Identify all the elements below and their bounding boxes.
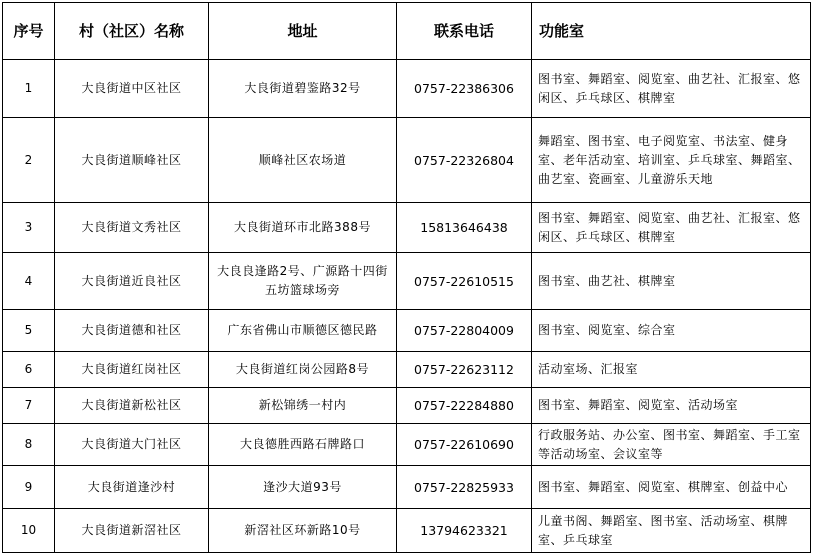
row-rooms: 舞蹈室、图书室、电子阅览室、书法室、健身室、老年活动室、培训室、乒乓球室、舞蹈室、曲艺室、瓷画室、儿童游乐天地 — [532, 118, 811, 203]
row-name: 大良街道顺峰社区 — [55, 118, 209, 203]
row-phone: 0757-22623112 — [397, 352, 532, 388]
row-name: 大良街道近良社区 — [55, 253, 209, 310]
row-name: 大良街道德和社区 — [55, 310, 209, 352]
header-phone: 联系电话 — [397, 3, 532, 60]
table-row — [3, 203, 811, 253]
row-name: 大良街道新滘社区 — [55, 509, 209, 553]
row-address: 大良街道碧鉴路32号 — [209, 60, 397, 118]
row-address: 大良街道红岗公园路8号 — [209, 352, 397, 388]
row-no: 8 — [3, 424, 55, 466]
row-address: 新滘社区环新路10号 — [209, 509, 397, 553]
row-phone: 0757-22610515 — [397, 253, 532, 310]
row-address: 大良良逢路2号、广源路十四街五坊篮球场旁 — [209, 253, 397, 310]
row-phone: 13794623321 — [397, 509, 532, 553]
row-rooms: 图书室、曲艺社、棋牌室 — [532, 253, 811, 310]
row-no: 9 — [3, 466, 55, 509]
row-rooms: 行政服务站、办公室、图书室、舞蹈室、手工室等活动场室、会议室等 — [532, 424, 811, 466]
row-rooms: 图书室、阅览室、综合室 — [532, 310, 811, 352]
table-row — [3, 352, 811, 388]
row-phone: 0757-22825933 — [397, 466, 532, 509]
row-name: 大良街道中区社区 — [55, 60, 209, 118]
row-name: 大良街道新松社区 — [55, 388, 209, 424]
row-rooms: 图书室、舞蹈室、阅览室、曲艺社、汇报室、悠闲区、乒乓球区、棋牌室 — [532, 60, 811, 118]
row-no: 6 — [3, 352, 55, 388]
table-row — [3, 424, 811, 466]
row-rooms: 图书室、舞蹈室、阅览室、活动场室 — [532, 388, 811, 424]
table-row — [3, 253, 811, 310]
row-no: 5 — [3, 310, 55, 352]
header-name: 村（社区）名称 — [55, 3, 209, 60]
row-no: 1 — [3, 60, 55, 118]
header-no: 序号 — [3, 3, 55, 60]
row-address: 大良街道环市北路388号 — [209, 203, 397, 253]
row-name: 大良街道红岗社区 — [55, 352, 209, 388]
row-rooms: 活动室场、汇报室 — [532, 352, 811, 388]
row-address: 广东省佛山市顺德区德民路 — [209, 310, 397, 352]
row-address: 顺峰社区农场道 — [209, 118, 397, 203]
row-phone: 0757-22610690 — [397, 424, 532, 466]
header-rooms: 功能室 — [532, 3, 811, 60]
row-name: 大良街道逢沙村 — [55, 466, 209, 509]
table-row — [3, 466, 811, 509]
table-row — [3, 509, 811, 553]
row-phone: 0757-22284880 — [397, 388, 532, 424]
row-rooms: 儿童书阁、舞蹈室、图书室、活动场室、棋牌室、乒乓球室 — [532, 509, 811, 553]
community-table — [2, 2, 811, 553]
row-address: 大良德胜西路石牌路口 — [209, 424, 397, 466]
table-row — [3, 118, 811, 203]
row-no: 2 — [3, 118, 55, 203]
row-name: 大良街道文秀社区 — [55, 203, 209, 253]
row-rooms: 图书室、舞蹈室、阅览室、曲艺社、汇报室、悠闲区、乒乓球区、棋牌室 — [532, 203, 811, 253]
table-row — [3, 60, 811, 118]
row-phone: 0757-22386306 — [397, 60, 532, 118]
row-phone: 0757-22804009 — [397, 310, 532, 352]
row-no: 7 — [3, 388, 55, 424]
row-address: 新松锦绣一村内 — [209, 388, 397, 424]
table-row — [3, 388, 811, 424]
row-address: 逢沙大道93号 — [209, 466, 397, 509]
row-phone: 0757-22326804 — [397, 118, 532, 203]
row-no: 4 — [3, 253, 55, 310]
row-phone: 15813646438 — [397, 203, 532, 253]
table-row — [3, 310, 811, 352]
row-no: 10 — [3, 509, 55, 553]
header-address: 地址 — [209, 3, 397, 60]
header-row — [3, 3, 811, 60]
row-rooms: 图书室、舞蹈室、阅览室、棋牌室、创益中心 — [532, 466, 811, 509]
row-no: 3 — [3, 203, 55, 253]
row-name: 大良街道大门社区 — [55, 424, 209, 466]
